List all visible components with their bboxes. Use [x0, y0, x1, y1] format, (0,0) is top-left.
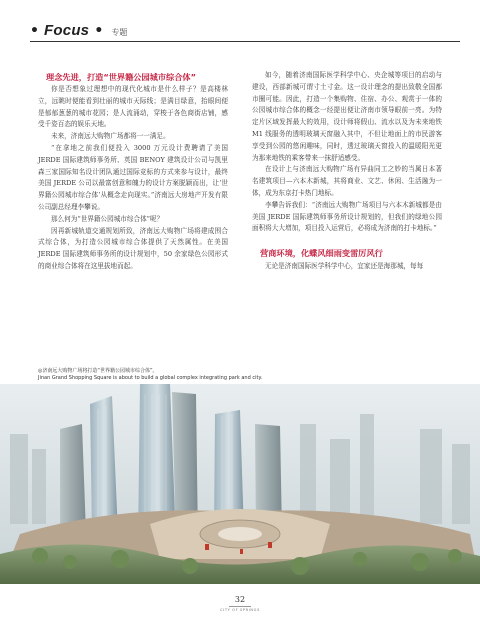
- footer-rule: [229, 606, 251, 607]
- right-column: [252, 70, 442, 273]
- section-label-topic: 专题: [111, 28, 128, 37]
- body-paragraph: 你是否想象过理想中的现代化城市是什么样子？是高楼林立，远眺时便能看到壮丽的城市天际线；是满目绿意，抬眼间便是郁郁葱葱的城市花园；是人流涌动，穿梭于各色商街店铺，感受千姿百态的娱乐天地。: [38, 85, 228, 129]
- aerial-rendering-photo: [0, 384, 480, 584]
- photo-caption: [38, 368, 438, 382]
- body-paragraph: 未来，济南远大购物广场都将一一满足。: [51, 132, 170, 141]
- city-rendering-illustration: [0, 384, 480, 584]
- body-paragraph: 那么何为“世界籍公园城市综合体”呢？: [51, 214, 164, 223]
- page-number: 32: [234, 595, 246, 604]
- body-paragraph: 无论是济南国际医学科学中心，宜家还是海那城，每每: [265, 262, 424, 271]
- section-label-focus: Focus: [44, 22, 90, 39]
- body-paragraph: “在拿地之前我们便投入 3000 万元设计费聘请了美国 JERDE 国际建筑师事务所、英国 BENOY 建筑设计公司与凯里森三家国际知名设计团队通过国际竞标的方式来参与设计，最终美国 JERDE 公司以最富创意和魄力的设计方案脱颖而出，让‘世界籍公园城市综合体’从概念走向现实。”济南远大房地产开发有限公司副总经理李攀说。: [38, 143, 228, 211]
- body-paragraph: 因再新城轨道交通规划所致，济南远大购物广场将建成围合式综合体，为打造公园城市综合体提供了天然属性。在美国 JERDE 国际建筑师事务所的设计规划中，50 余家绿色公园形式的商业综合体将在这里拔地而起。: [38, 226, 228, 270]
- header-rule: [30, 41, 460, 42]
- caption-english: Jinan Grand Shopping Square is about to build a global complex integrating park and city.: [38, 375, 263, 381]
- page-header: [30, 20, 460, 42]
- publication-name: CITY OF SPRINGS: [220, 608, 260, 612]
- caption-chinese: ◎济南远大购物广场将打造“世界籍公园城市综合体”。: [38, 368, 158, 374]
- bullet-dot: •: [30, 23, 39, 39]
- section-heading-business: 营商环境，化蝶风细雨变雷厉风行: [260, 248, 383, 259]
- body-paragraph: 李攀告诉我们：“济南远大购物广场项目与六本木新城都是由美国 JERDE 国际建筑师事务所设计规划的，但我们的绿地公园面积将大大增加，项目投入运营后，必将成为济南的打卡地标。”: [252, 200, 442, 233]
- body-paragraph: 如今，随着济南国际医学科学中心、央企城等项目的启动与建设，西部新城可谓寸土寸金。这一设计理念的提出致敬全国都市圈可能。因此，打造一个集购物、住宿、办公、观赏于一体的公园城市综合体的概念一经提出便让济南市领导眼前一亮。为特定片区域发挥最大的效用，设计师将假山、流水以及为未来地铁 M1 线服务的透明玻璃天窗融入其中，不但让地面上的市民游客享受到公园的悠闲趣味，同时，透过玻璃天窗投入的温暖阳光更为那来地铁的乘客带来一抹舒适感受。: [252, 71, 442, 162]
- section-heading-concept: 理念先进，打造“世界籍公园城市综合体”: [46, 72, 196, 82]
- left-column: [38, 70, 228, 273]
- bullet-dot: •: [94, 23, 104, 39]
- body-paragraph: 在设计上与济南远大购物广场有异曲同工之妙的当属日本著名建筑项目—六本木新城，其将商业、文艺、休闲、生活融为一体，成为东京打卡热门地标。: [252, 165, 442, 197]
- page-footer: [0, 595, 480, 612]
